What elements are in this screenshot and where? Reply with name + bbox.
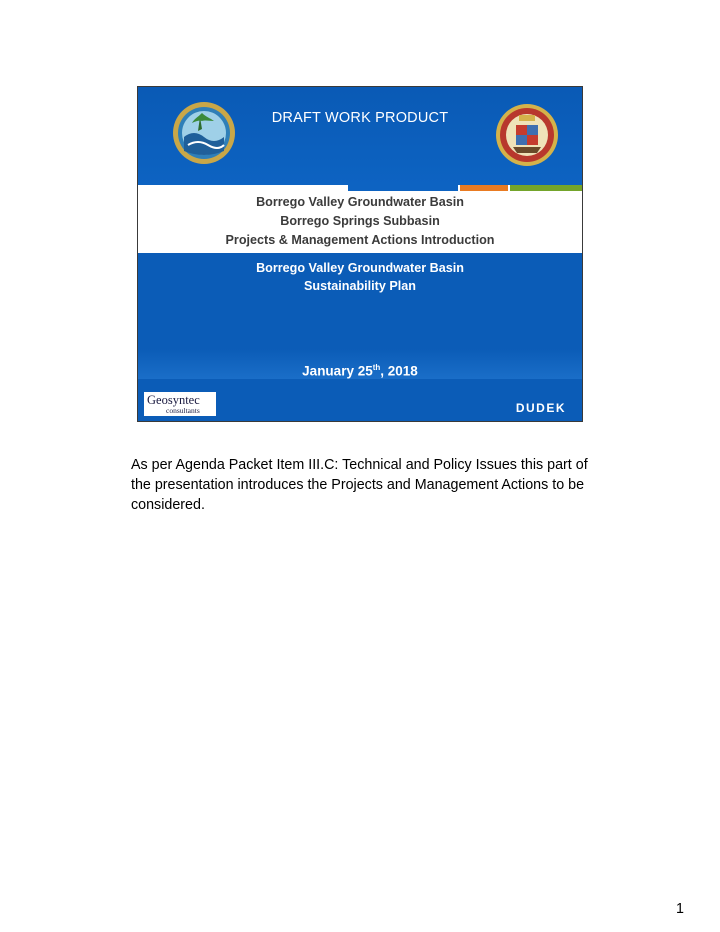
county-seal-icon	[495, 103, 559, 167]
subtitle-subbasin: Borrego Springs Subbasin	[280, 214, 440, 228]
slide-header-title: DRAFT WORK PRODUCT	[271, 110, 449, 126]
page-number: 1	[676, 901, 684, 917]
slide-date	[138, 363, 582, 379]
geosyntec-sub: consultants	[166, 406, 200, 415]
subtitle-topic: Projects & Management Actions Introduction	[225, 233, 495, 247]
slide-date-suffix: th	[372, 363, 381, 372]
geosyntec-name: Geosyntec	[147, 393, 200, 407]
geosyntec-logo	[144, 392, 216, 416]
slide-thumbnail	[137, 86, 583, 422]
plan-title-line2: Sustainability Plan	[304, 279, 416, 293]
slide-date-prefix: January 25	[302, 363, 373, 379]
accent-bar-orange	[460, 185, 508, 191]
subtitle-basin: Borrego Valley Groundwater Basin	[256, 195, 464, 209]
plan-title-line1: Borrego Valley Groundwater Basin	[256, 261, 464, 275]
accent-color-bars	[348, 185, 583, 191]
accent-bar-green	[510, 185, 583, 191]
dudek-logo: DUDEK	[515, 401, 566, 415]
slide-caption: As per Agenda Packet Item III.C: Technical and Policy Issues this part of the presentation introduces the Projects and Management Actions to be considered.	[131, 457, 588, 513]
slide-date-year: , 2018	[380, 363, 418, 379]
accent-bar-blue	[348, 185, 458, 191]
